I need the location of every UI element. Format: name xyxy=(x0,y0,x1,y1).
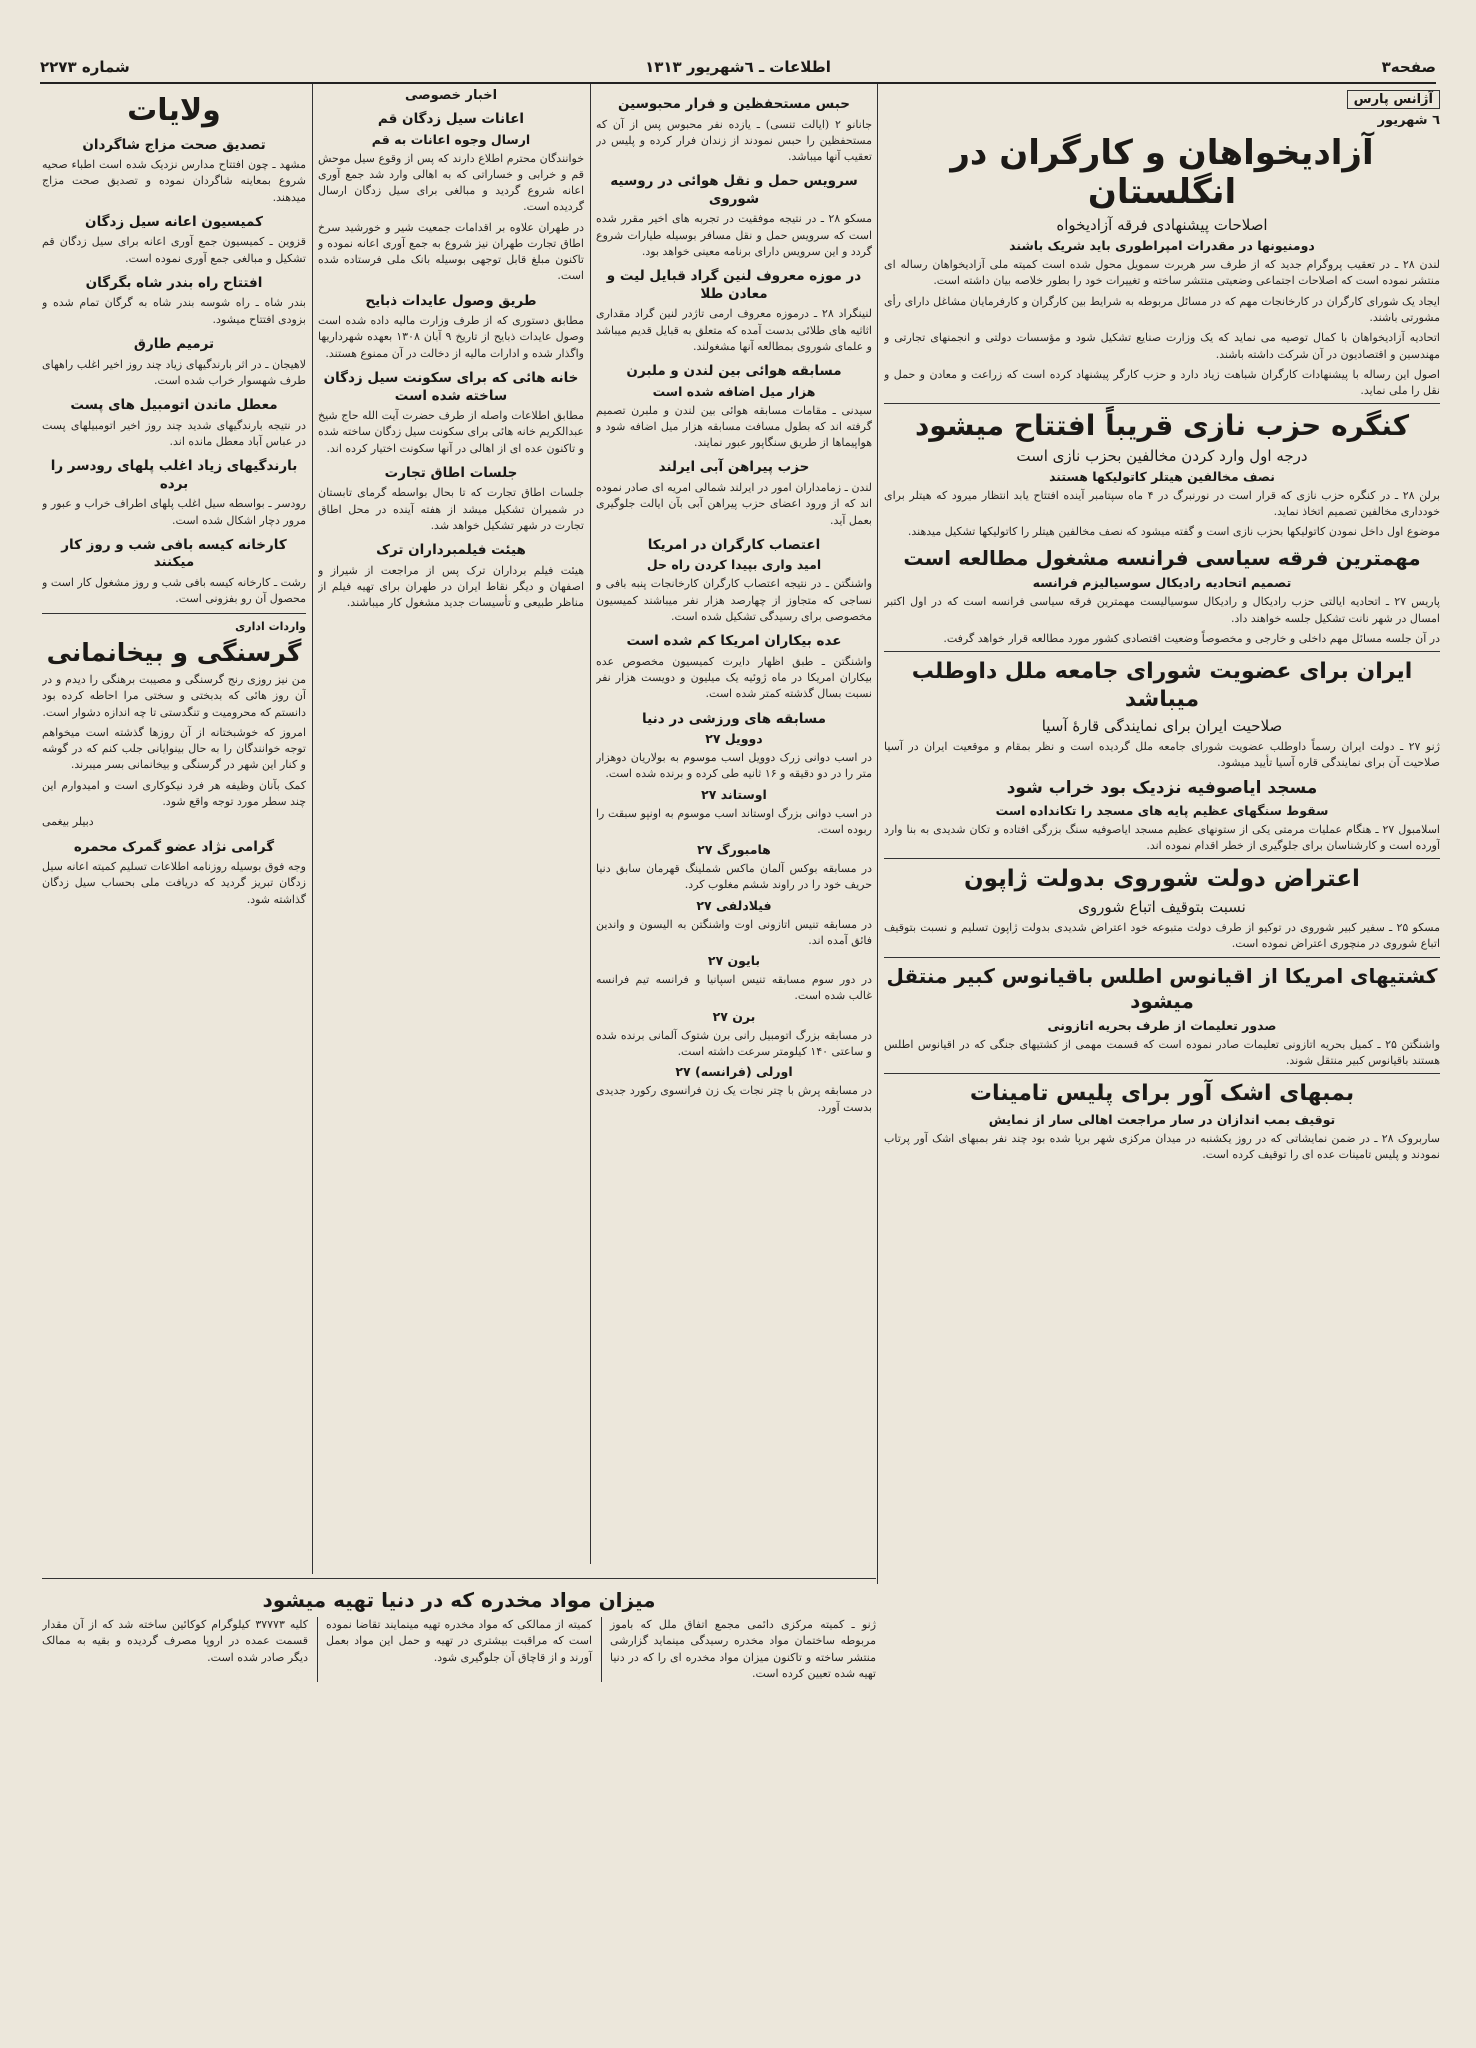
province-item-text: در نتیجه بارندگیهای شدید چند روز اخیر اتومبیلهای پست در عباس آباد معطل مانده اند. xyxy=(42,418,306,448)
province-item-title: معطل ماندن اتومبیل های پست xyxy=(70,397,278,414)
province-item-text: رودسر ـ بواسطه سیل اغلب پلهای اطراف خراب و عبور و مرور دچار اشکال شده است. xyxy=(42,497,306,527)
opium-story xyxy=(42,1582,876,2022)
quake-paragraph: خوانندگان محترم اطلاع دارند که پس از وقوع سیل موحش قم و خرابی و خساراتی که به اهالی وارد شد جمع آوری اعانه شروع گردید و مبالغی برای سیل زدگان ارسال گردیده است. xyxy=(318,151,584,214)
opium-headline: میزان مواد مخدره که در دنیا تهیه میشود xyxy=(262,1588,656,1612)
sports-item-title: هامبورگ ۲۷ xyxy=(697,842,771,858)
section-label: اخبار خصوصی xyxy=(404,88,498,103)
donors-text: وجه فوق بوسیله روزنامه اطلاعات تسلیم کمیته اعانه سیل زدگان تبریز گردید که دریافت ملی بحساب سیل زدگان گذاشته شود. xyxy=(42,860,306,906)
nazi-paragraph: برلن ۲۸ ـ در کنگره حزب نازی که قرار است در نورنبرگ در ۴ ماه سپتامبر آینده افتتاح یابد انتظار میرود که هیتلر برای خودداری مخالفین تصمیم اتخاذ نماید. xyxy=(884,488,1440,518)
column-international xyxy=(884,88,1440,2038)
japan-paragraph: مسکو ۲۵ ـ سفیر کبیر شوروی در توکیو از طرف دولت متبوعه خود اعتراض شدیدی بدولت ژاپون تسلیم و نسبت بتوقیف اتباع شوروی در منچوری اعتراض نموده است. xyxy=(884,921,1440,951)
province-item-text: قزوین ـ کمیسیون جمع آوری اعانه برای سیل زدگان قم تشکیل و مبالغی جمع آوری نموده است. xyxy=(42,235,306,265)
section-divider xyxy=(884,651,1440,652)
france-paragraph: پاریس ۲۷ ـ اتحادیه ایالتی حزب رادیکال و رادیکال سوسیالیست مهمترین فرقه سیاسی فرانسه است که در اول اکتبر امسال در شهر نانت تشکیل جلسه خواهند داد. xyxy=(884,595,1440,625)
japan-subhead: نسبت بتوقیف اتباع شوروی xyxy=(1078,898,1246,917)
sports-item-title: اوستاند ۲۷ xyxy=(701,786,767,802)
quake-kicker: ارسال وجوه اعانات به قم xyxy=(371,131,531,147)
france-headline: مهمترین فرقه سیاسی فرانسه مشغول مطالعه است xyxy=(903,546,1421,571)
opium-paragraph: ژنو ـ کمیته مرکزی دائمی مجمع اتفاق ملل که باموز مربوطه ساختمان مواد مخدره رسیدگی مینماید گزارشی منتشر ساخته و تاکنون میزان مواد مخدره ای را که در دنیا تهیه شده تعیین کرده است. xyxy=(610,1618,876,1680)
essay-paragraph: کمک بآنان وظیفه هر فرد نیکوکاری است و امیدوارم این چند سطر مورد توجه واقع شود. xyxy=(42,778,306,809)
lead-kicker: دومنیونها در مقدرات امپراطوری باید شریک باشند xyxy=(1009,238,1315,254)
chamber-paragraph: جلسات اطاق تجارت که تا بحال بواسطه گرمای تابستان در شمیران تشکیل میشد از هفته آینده در محل اطاق تجارت در شهر تشکیل خواهد شد. xyxy=(318,486,584,532)
houses-headline: خانه هائی که برای سکونت سیل زدگان ساخته شده است xyxy=(323,370,579,404)
province-item-title: افتتاح راه بندر شاه بگرگان xyxy=(85,274,263,291)
nazi-subhead: درجه اول وارد کردن مخالفین بحزب نازی است xyxy=(1016,446,1308,465)
province-item-title: تصدیق صحت مزاج شاگردان xyxy=(82,136,266,153)
column-divider xyxy=(590,84,591,1564)
nazi-paragraph: موضوع اول داخل نمودن کاتولیکها بحزب نازی است و گفته میشود که نصف مخالفین هیتلر را کاتولیکها تشکیل میدهند. xyxy=(907,525,1440,539)
film-paragraph: هیئت فیلم برداران ترک پس از مراجعت از شیراز و اصفهان و دیگر نقاط ایران در طهران برای تهیه فیلم از مناظر طبیعی و تأسیسات جدید مشغول کار میباشند. xyxy=(318,563,584,610)
lead-paragraph: ایجاد یک شورای کارگران در کارخانجات مهم که در مسائل مربوطه به شرایط بین کارگران و کارفرمایان مشاغل دارای رأی مشورتی باشند. xyxy=(884,294,1440,324)
donors-title: گرامی نژاد عضو گمرک محمره xyxy=(73,838,275,855)
soviet-air-headline: سرویس حمل و نقل هوائی در روسیه شوروی xyxy=(610,173,858,207)
sports-headline: مسابقه های ورزشی در دنیا xyxy=(642,710,826,727)
lead-subhead: اصلاحات پیشنهادی فرقه آزادیخواه xyxy=(1056,216,1268,235)
agency-date: ٦ شهریور xyxy=(1377,113,1440,128)
column-world-news xyxy=(596,88,872,1570)
section-divider xyxy=(884,957,1440,958)
opium-paragraph: کمیته از ممالکی که مواد مخدره تهیه مینمایند تقاضا نموده است که مراقبت بیشتری در تهیه و حمل این مواد بعمل آورند و از قاچاق آن جلوگیری شود. xyxy=(326,1618,592,1664)
column-divider xyxy=(877,84,878,1584)
teargas-paragraph: ساربروک ۲۸ ـ در ضمن نمایشاتی که در روز یکشنبه در میدان مرکزی شهر برپا شده بود چند نفر بمبهای اشک آور پرتاب نمودند و پلیس تامینات عده ای را توقیف کرده است. xyxy=(884,1131,1440,1161)
nazi-kicker: نصف مخالفین هیتلر کاتولیکها هستند xyxy=(1049,468,1275,484)
navy-headline: کشتیهای امریکا از اقیانوس اطلس باقیانوس کبیر منتقل میشود xyxy=(886,963,1438,1013)
sports-item-text: در مسابقه بوکس آلمان ماکس شملینگ قهرمان سابق دنیا حریف خود را در راوند ششم مغلوب کرد. xyxy=(596,862,872,892)
strike-headline: اعتصاب کارگران در امریکا xyxy=(647,536,821,553)
irish-paragraph: لندن ـ زمامداران امور در ایرلند شمالی امریه ای صادر نموده اند که از ورود اعضای حزب پیراهن آبی بآن ایالت جلوگیری بعمل آید. xyxy=(596,481,872,527)
sports-item-title: دوویل ۲۷ xyxy=(705,731,763,747)
soviet-air-paragraph: مسکو ۲۸ ـ در نتیجه موفقیت در تجربه های اخیر مقرر شده است که سرویس حمل و نقل مسافر بوسیله طیارات شروع گردد و این سرویس دارای برنامه معینی خواهد بود. xyxy=(596,212,872,258)
province-item-title: بارندگیهای زیاد اغلب پلهای رودسر را برده xyxy=(50,458,298,492)
section-divider xyxy=(42,1578,876,1579)
province-item-text: بندر شاه ـ راه شوسه بندر شاه به گرگان تمام شده و بزودی افتتاح میشود. xyxy=(42,296,306,326)
mosque-paragraph: اسلامبول ۲۷ ـ هنگام عملیات مرمتی یکی از ستونهای عظیم مسجد ایاصوفیه سنگ بزرگی افتاده و تکان شدیدی به بنا وارد آورده است و کارشناسان برای جلوگیری از خطر اقدام نموده اند. xyxy=(884,822,1440,853)
sports-item-title: بایون ۲۷ xyxy=(707,953,761,969)
sports-item-text: در دور سوم مسابقه تنیس اسپانیا و فرانسه تیم فرانسه غالب شده است. xyxy=(596,973,872,1003)
section-divider xyxy=(884,858,1440,859)
sports-item-text: در مسابقه پرش با چتر نجات یک زن فرانسوی رکورد جدیدی بدست آورد. xyxy=(596,1084,872,1114)
lead-headline: آزادیخواهان و کارگران در انگلستان xyxy=(950,133,1374,213)
lead-paragraph: اتحادیه آزادیخواهان با کمال توصیه می نماید که یک وزارت صنایع تشکیل شود و مؤسسات دولتی و انجمنهای تجارتی و مهندسین و اقتصادیون در آن شرکت داشته باشند. xyxy=(884,331,1440,361)
unemployed-headline: عده بیکاران امریکا کم شده است xyxy=(626,633,842,650)
sports-item-text: در مسابقه تنیس اتازونی اوت واشنگتن به الیسون و واندین فائق آمده اند. xyxy=(596,917,872,947)
province-item-text: رشت ـ کارخانه کیسه بافی شب و روز مشغول کار است و محصول آن رو بفزونی است. xyxy=(42,575,306,606)
agency-box xyxy=(884,88,1440,128)
arrest-headline: حبس مستحفظین و فرار محبوسین xyxy=(617,96,850,112)
unemployed-paragraph: واشنگتن ـ طبق اظهار دایرت کمیسیون مخصوص عده بیکاران امریکا در ماه ژوئیه یک میلیون و دویست هزار نفر نسبت بسال گذشته کمتر شده است. xyxy=(596,654,872,701)
slaughter-paragraph: مطابق دستوری که از طرف وزارت مالیه داده شده است وصول عایدات ذبایح از تاریخ ۹ آبان ۱۳۰۸ بعهده شهرداریها واگذار شده و ادارات مالیه از دخالت در آن ممنوع هستند. xyxy=(318,314,584,360)
province-item-title: کارخانه کیسه بافی شب و روز کار میکنند xyxy=(61,536,287,571)
quake-paragraph: در طهران علاوه بر اقدامات جمعیت شیر و خورشید سرخ اطاق تجارت طهران نیز شروع به جمع آوری اعانه نموده و تاکنون مبلغ قابل توجهی بوسیله بانک ملی فرستاده شده است. xyxy=(318,220,584,283)
league-headline: ایران برای عضویت شورای جامعه ملل داوطلب میباشد xyxy=(911,659,1413,712)
masthead xyxy=(40,56,1436,80)
film-headline: هیئت فیلمبرداران ترک xyxy=(376,542,526,559)
france-paragraph: در آن جلسه مسائل مهم داخلی و خارجی و مخصوصاً وضعیت اقتصادی کشور مورد مطالعه قرار خواهد گرفت. xyxy=(943,631,1440,645)
agency-name: آژانس پارس xyxy=(1347,90,1440,109)
essay-signature: دبیلر بیغمی xyxy=(42,815,94,829)
section-title: ولایات xyxy=(127,93,221,128)
lead-paragraph: لندن ۲۸ ـ در تعقیب پروگرام جدید که از طرف سر هربرت سمویل محول شده است کمیته ملی آزادیخواهان رساله ای منتشر نموده است که اصلاحات اجتماعی وضعیتی منتشر ساخته و تغییرات خود را بطور خلاصه بیان داشته است. xyxy=(884,258,1440,288)
essay-paragraph: امروز که خوشبختانه از آن روزها گذشته است میخواهم توجه خوانندگان را به حال بینوایانی جلب کنم که در گوشه و کنار این شهر در گرسنگی و بیخانمانی بسر میبرند. xyxy=(42,725,306,772)
section-divider xyxy=(42,613,306,614)
masthead-rule xyxy=(40,82,1436,84)
issue-number: شماره ۲۲۷۳ xyxy=(40,58,130,76)
province-item-text: لاهیجان ـ در اثر بارندگیهای زیاد چند روز اخیر اغلب راههای طرف شهسوار خراب شده است. xyxy=(42,357,306,387)
essay-paragraph: من نیز روزی رنج گرسنگی و مصیبت برهنگی را دیدم و در آن روز هائی که بدبختی و سختی مرا احاطه کرده بود دانستم که محرومیت و تنگدستی تا چه اندازه دشوار است. xyxy=(42,673,306,719)
essay-headline: گرسنگی و بیخانمانی xyxy=(46,638,302,668)
sports-item-text: در اسب دوانی زرک دوویل اسب موسوم به بولاریان دوهزار متر را در دو دقیقه و ۱۶ ثانیه طی کرده و برنده شده است. xyxy=(596,751,872,781)
section-divider xyxy=(884,1073,1440,1074)
slaughter-headline: طریق وصول عایدات ذبایح xyxy=(365,292,537,309)
chamber-headline: جلسات اطاق تجارت xyxy=(384,464,518,481)
league-subhead: صلاحیت ایران برای نمایندگی قارهٔ آسیا xyxy=(1041,717,1283,736)
teargas-kicker: توقیف بمب اندازان در سار مراجعت اهالی سار از نمایش xyxy=(988,1111,1336,1127)
sports-item-title: اورلی (فرانسه) ۲۷ xyxy=(675,1064,793,1080)
column-provinces xyxy=(42,88,306,1568)
race-headline: مسابقه هوائی بین لندن و ملبرن xyxy=(626,363,842,380)
column-divider xyxy=(312,84,313,1574)
page-number: صفحه۳ xyxy=(1381,58,1436,76)
navy-kicker: صدور تعلیمات از طرف بحریه اتازونی xyxy=(1047,1017,1277,1033)
province-item-title: کمیسیون اعانه سیل زدگان xyxy=(85,213,263,230)
lead-paragraph: اصول این رساله با پیشنهادات کارگران شباهت زیاد دارد و حزب کارگر پیشنهاد کرده است که زراعت و معادن و حمل و نقل را ملی نماید. xyxy=(884,367,1440,398)
mosque-kicker: سقوط سنگهای عظیم پایه های مسجد را تکانداده است xyxy=(995,802,1329,818)
essay-label: واردات اداری xyxy=(235,620,306,634)
opium-body xyxy=(42,1617,876,1682)
strike-kicker: امید واری بپیدا کردن راه حل xyxy=(646,557,822,573)
houses-paragraph: مطابق اطلاعات واصله از طرف حضرت آیت الله حاج شیخ عبدالکریم خانه هائی برای سکونت سیل زدگان ساخته شده و تاکنون عده ای از اهالی در آنها سکونت اختیار کرده اند. xyxy=(318,409,584,455)
museum-paragraph: لنینگراد ۲۸ ـ درموزه معروف ارمی تاژدر لنین گراد مقداری اثاثیه های طلائی بدست آمده که متعلق به قبایل قدیم میباشد و علمای شوروی بمطالعه آنها مشغولند. xyxy=(596,307,872,353)
date-line: اطلاعات ـ ٦شهریور ۱۳۱۳ xyxy=(645,58,831,76)
strike-paragraph: واشنگتن ـ در نتیجه اعتصاب کارگران کارخانجات پنبه بافی و نساجی که متجاوز از چهارصد هزار نفر میباشند کمیسیون مخصوصی برای رسیدگی تشکیل شده است. xyxy=(596,577,872,623)
museum-headline: در موزه معروف لنین گراد قبایل لیت و معادن طلا xyxy=(606,268,862,302)
arrest-paragraph: جانانو ۲ (ایالت تنسی) ـ یازده نفر محبوس پس از آن که مستحفظین را حبس نمودند از زندان فرار کرده و پلیس در تعقیب آنها میباشد. xyxy=(596,117,872,164)
mosque-headline: مسجد ایاصوفیه نزدیک بود خراب شود xyxy=(1006,777,1318,798)
opium-paragraph: کلیه ۳۷۷۷۳ کیلوگرام کوکائین ساخته شد که از آن مقدار قسمت عمده در اروپا مصرف گردیده و بقیه به ممالک دیگر صادر شده است. xyxy=(42,1618,308,1664)
nazi-headline: کنگره حزب نازی قریباً افتتاح میشود xyxy=(914,409,1410,443)
irish-headline: حزب پیراهن آبی ایرلند xyxy=(658,459,810,476)
league-paragraph: ژنو ۲۷ ـ دولت ایران رسماً داوطلب عضویت شورای جامعه ملل گردیده است و نظر بمقام و موقعیت ایران در آسیا صلاحیت آن برای نمایندگی قاره آسیا تأیید میشود. xyxy=(884,740,1440,770)
quake-headline: اعانات سیل زدگان قم xyxy=(377,111,525,127)
teargas-headline: بمبهای اشک آور برای پلیس تامینات xyxy=(969,1081,1355,1107)
sports-item-text: در اسب دوانی بزرگ اوستاند اسب موسوم به اونپو سبقت را ربوده است. xyxy=(596,806,872,836)
province-item-text: مشهد ـ چون افتتاح مدارس نزدیک شده است اطباء صحیه شروع بمعاینه شاگردان نموده و تصدیق صحت مزاج میدهند. xyxy=(42,158,306,204)
sports-item-title: برن ۲۷ xyxy=(712,1008,756,1024)
race-kicker: هزار میل اضافه شده است xyxy=(652,383,816,399)
race-paragraph: سیدنی ـ مقامات مسابقه هوائی بین لندن و ملبرن تصمیم گرفته اند که بطول مسافت مسابقه هزار میل اضافه شود و هواپیماها از طریق سنگاپور عبور نمایند. xyxy=(596,403,872,450)
province-item-title: ترمیم طارق xyxy=(133,336,215,352)
japan-headline: اعتراض دولت شوروی بدولت ژاپون xyxy=(964,866,1360,893)
section-divider xyxy=(884,403,1440,404)
sports-item-text: در مسابقه بزرگ اتومبیل رانی برن شتوک آلمانی برنده شده و ساعتی ۱۴۰ کیلومتر سرعت داشته است. xyxy=(596,1028,872,1058)
navy-paragraph: واشنگتن ۲۵ ـ کمیل بحریه اتازونی تعلیمات صادر نموده است که قسمت مهمی از کشتیهای جنگی که در اقیانوس اطلس هستند باقیانوس کبیر منتقل شوند. xyxy=(884,1037,1440,1067)
column-local-news xyxy=(318,88,584,1568)
france-kicker: تصمیم اتحادیه رادیکال سوسیالیزم فرانسه xyxy=(1032,575,1292,591)
sports-item-title: فیلادلفی ۲۷ xyxy=(696,897,772,913)
